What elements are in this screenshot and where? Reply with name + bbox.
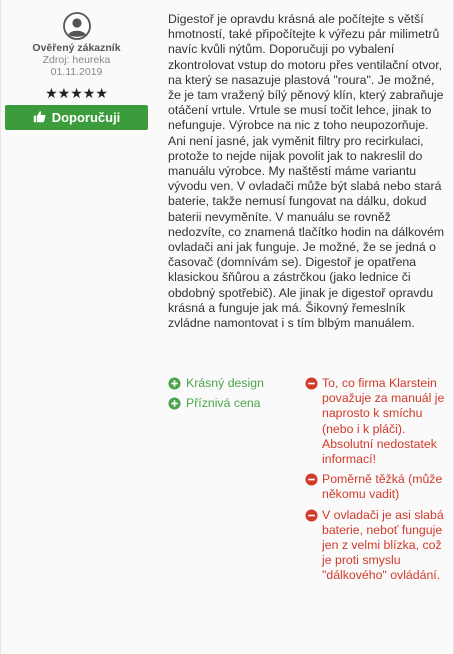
- cons-list: [305, 376, 450, 589]
- plus-circle-icon: [168, 397, 181, 410]
- pro-item: [168, 376, 288, 391]
- con-text: Poměrně těžká (může někomu vadit): [322, 472, 443, 502]
- recommend-button[interactable]: [5, 105, 148, 130]
- minus-circle-icon: [305, 377, 318, 390]
- con-text: V ovladači je asi slabá baterie, neboť funguje jen z velmi blízka, což je proti smyslu "dálkového" ovládání.: [322, 507, 444, 583]
- review-text: Digestoř je opravdu krásná ale počítejte s větší hmotností, také připočítejte k výřezu pár milimetrů navíc kvůli nýtům. Doporučuji po vybalení zkontrolovat vstup do motoru přes ventilační otvor, na který se nasazuje plastová "roura". Je možné, že je tam vražený bílý pěnový klín, který zabraňuje otáčení vrtule. Vrtule se musí točit lehce, jinak to nefunguje. Výrobce na nic z toho neupozorňuje. Ani není jasné, jak vyměnit filtry pro recirkulaci, protože to nejde nijak povolit jak to nakreslil do manuálu výrobce. My naštěstí máme variantu vývodu ven. V ovladači může být slabá nebo stará baterie, takže nemusí fungovat na dálku, dokud baterii nevyměníte. V manuálu se rovněž nedozvíte, co znamená tlačítko hodin na dálkovém ovladači ani jak funguje. Je možné, že se jedná o časovač (domnívám se). Digestoř je opatřena klasickou šňůrou a zástrčkou (jako lednice či obdobný spotřebič). Ale jinak je digestoř opravdu krásná a funguje jak má. Šikovný řemeslník zvládne namontovat i s tím blbým manuálem.: [168, 12, 445, 331]
- review-author: [5, 12, 148, 130]
- con-item: [305, 376, 450, 467]
- review-date: 01.11.2019: [50, 65, 103, 78]
- plus-circle-icon: [168, 377, 181, 390]
- user-avatar-icon: [63, 12, 91, 40]
- con-item: [305, 472, 450, 502]
- thumbs-up-icon: [33, 110, 46, 126]
- recommend-label: Doporučuji: [51, 110, 121, 125]
- minus-circle-icon: [305, 509, 318, 522]
- con-item: [305, 508, 450, 584]
- review-source: Zdroj: heureka: [42, 54, 111, 66]
- pro-item: [168, 396, 288, 411]
- pro-text: Krásný design: [186, 376, 264, 390]
- pros-list: [168, 376, 288, 416]
- con-text: To, co firma Klarstein považuje za manuál je naprosto k smíchu (nebo i k pláči). Absolutní nedostatek informací!: [322, 376, 445, 467]
- star-rating: ★★★★★: [45, 85, 108, 101]
- pro-text: Příznivá cena: [186, 396, 261, 411]
- author-name: Ověřený zákazník: [32, 42, 121, 54]
- minus-circle-icon: [305, 473, 318, 486]
